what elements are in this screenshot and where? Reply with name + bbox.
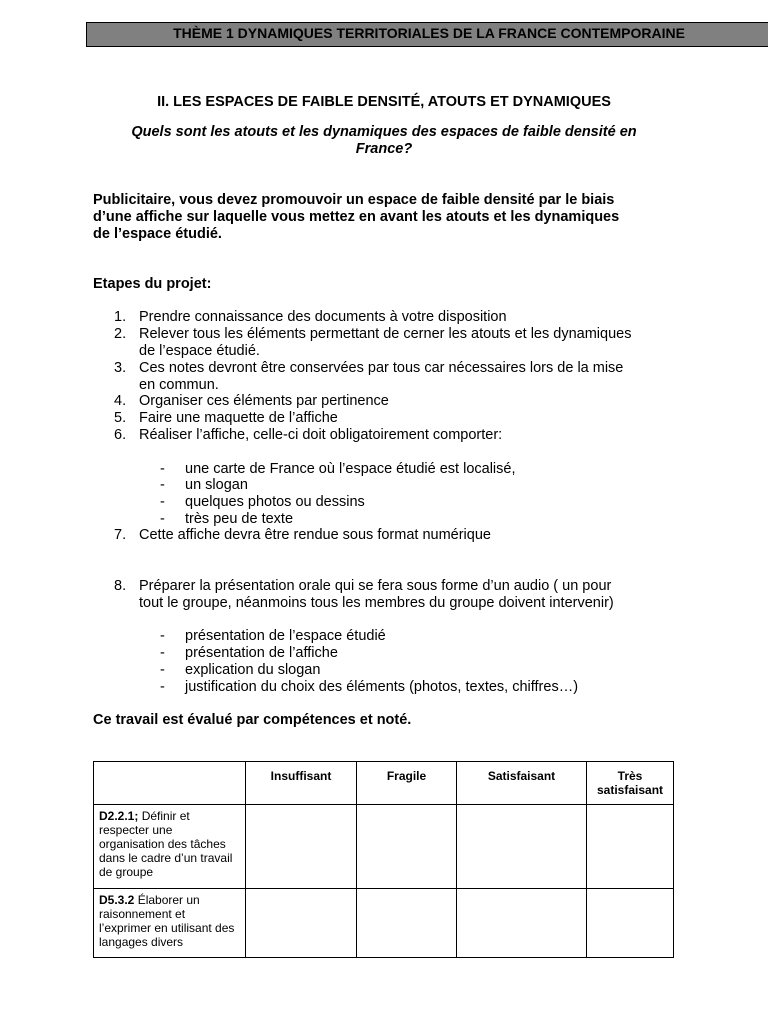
criterion-cell [94, 889, 246, 958]
grid-header-row [94, 762, 674, 805]
step-number: 2. [114, 326, 127, 342]
dash-marker: - [160, 628, 165, 644]
step-item-7 [114, 527, 674, 544]
dash-marker: - [160, 477, 165, 493]
criterion-text: Élaborer un raisonnement et l’exprimer en utilisant des langages divers [99, 893, 235, 949]
dash-marker: - [160, 511, 165, 527]
poster-bullet [160, 461, 680, 478]
step-number: 7. [114, 527, 127, 543]
competency-grid [93, 761, 674, 958]
column-satisfaisant: Satisfaisant [457, 762, 587, 805]
oral-bullet [160, 662, 680, 679]
column-tres-satisfaisant: Très satisfaisant [587, 762, 674, 805]
bullet-text: très peu de texte [185, 511, 294, 527]
steps-heading: Etapes du projet: [93, 276, 212, 292]
criterion-cell [94, 805, 246, 889]
question-line-2: France? [355, 141, 413, 157]
dash-marker: - [160, 461, 165, 477]
grid-corner-cell [94, 762, 246, 805]
step-number: 1. [114, 309, 127, 325]
rating-cell[interactable] [357, 805, 457, 889]
dash-marker: - [160, 662, 165, 678]
step-item-5 [114, 410, 674, 427]
criterion-code: D2.2.1; [99, 809, 139, 823]
question-line-1: Quels sont les atouts et les dynamiques des espaces de faible densité en [131, 124, 637, 140]
oral-bullet [160, 679, 680, 696]
rating-cell[interactable] [457, 805, 587, 889]
intro-line-2: d’une affiche sur laquelle vous mettez en avant les atouts et les dynamiques [93, 209, 620, 225]
step-item-2 [114, 326, 674, 360]
assignment-intro [93, 192, 693, 243]
bullet-text: un slogan [185, 477, 248, 493]
dash-marker: - [160, 645, 165, 661]
step-text: Organiser ces éléments par pertinence [139, 393, 389, 409]
step-text: Ces notes devront être conservées par tous car nécessaires lors de la mise en commun. [139, 360, 624, 393]
criterion-code: D5.3.2 [99, 893, 135, 907]
dash-marker: - [160, 494, 165, 510]
bullet-text: présentation de l’espace étudié [185, 628, 386, 644]
rating-cell[interactable] [357, 889, 457, 958]
bullet-text: une carte de France où l’espace étudié est localisé, [185, 461, 516, 477]
step-number: 3. [114, 360, 127, 376]
step-text: Préparer la présentation orale qui se fera sous forme d’un audio ( un pour tout le groupe, néanmoins tous les membres du groupe doivent intervenir) [139, 578, 614, 611]
column-fragile: Fragile [357, 762, 457, 805]
step-number: 6. [114, 427, 127, 443]
rating-cell[interactable] [587, 805, 674, 889]
grid-row-d532 [94, 889, 674, 958]
intro-line-3: de l’espace étudié. [93, 226, 222, 242]
step-text: Réaliser l’affiche, celle-ci doit obligatoirement comporter: [139, 427, 503, 443]
poster-bullet [160, 477, 680, 494]
intro-line-1: Publicitaire, vous devez promouvoir un espace de faible densité par le biais [93, 192, 615, 208]
section-title: II. LES ESPACES DE FAIBLE DENSITÉ, ATOUTS ET DYNAMIQUES [157, 94, 611, 110]
rating-cell[interactable] [457, 889, 587, 958]
step-number: 8. [114, 578, 127, 594]
step-text: Cette affiche devra être rendue sous format numérique [139, 527, 491, 543]
theme-header: THÈME 1 DYNAMIQUES TERRITORIALES DE LA FRANCE CONTEMPORAINE [86, 22, 768, 47]
bullet-text: présentation de l’affiche [185, 645, 338, 661]
poster-bullet [160, 511, 680, 528]
step-item-1 [114, 309, 674, 326]
criterion-text: Définir et respecter une organisation des tâches dans le cadre d’un travail de groupe [99, 809, 233, 879]
bullet-text: explication du slogan [185, 662, 321, 678]
poster-bullet [160, 494, 680, 511]
step-number: 5. [114, 410, 127, 426]
column-insuffisant: Insuffisant [246, 762, 357, 805]
bullet-text: quelques photos ou dessins [185, 494, 365, 510]
guiding-question [100, 124, 668, 158]
oral-bullet [160, 645, 680, 662]
dash-marker: - [160, 679, 165, 695]
rating-cell[interactable] [246, 805, 357, 889]
step-number: 4. [114, 393, 127, 409]
evaluation-statement: Ce travail est évalué par compétences et noté. [93, 712, 412, 728]
rating-cell[interactable] [246, 889, 357, 958]
step-text: Relever tous les éléments permettant de cerner les atouts et les dynamiques de l’espace étudié. [139, 326, 632, 359]
step-item-4 [114, 393, 674, 410]
step-item-3 [114, 360, 674, 394]
step-text: Prendre connaissance des documents à votre disposition [139, 309, 507, 325]
step-text: Faire une maquette de l’affiche [139, 410, 338, 426]
oral-bullet [160, 628, 680, 645]
grid-row-d221 [94, 805, 674, 889]
step-item-6 [114, 427, 674, 444]
step-item-8 [114, 578, 674, 612]
bullet-text: justification du choix des éléments (photos, textes, chiffres…) [185, 679, 579, 695]
rating-cell[interactable] [587, 889, 674, 958]
